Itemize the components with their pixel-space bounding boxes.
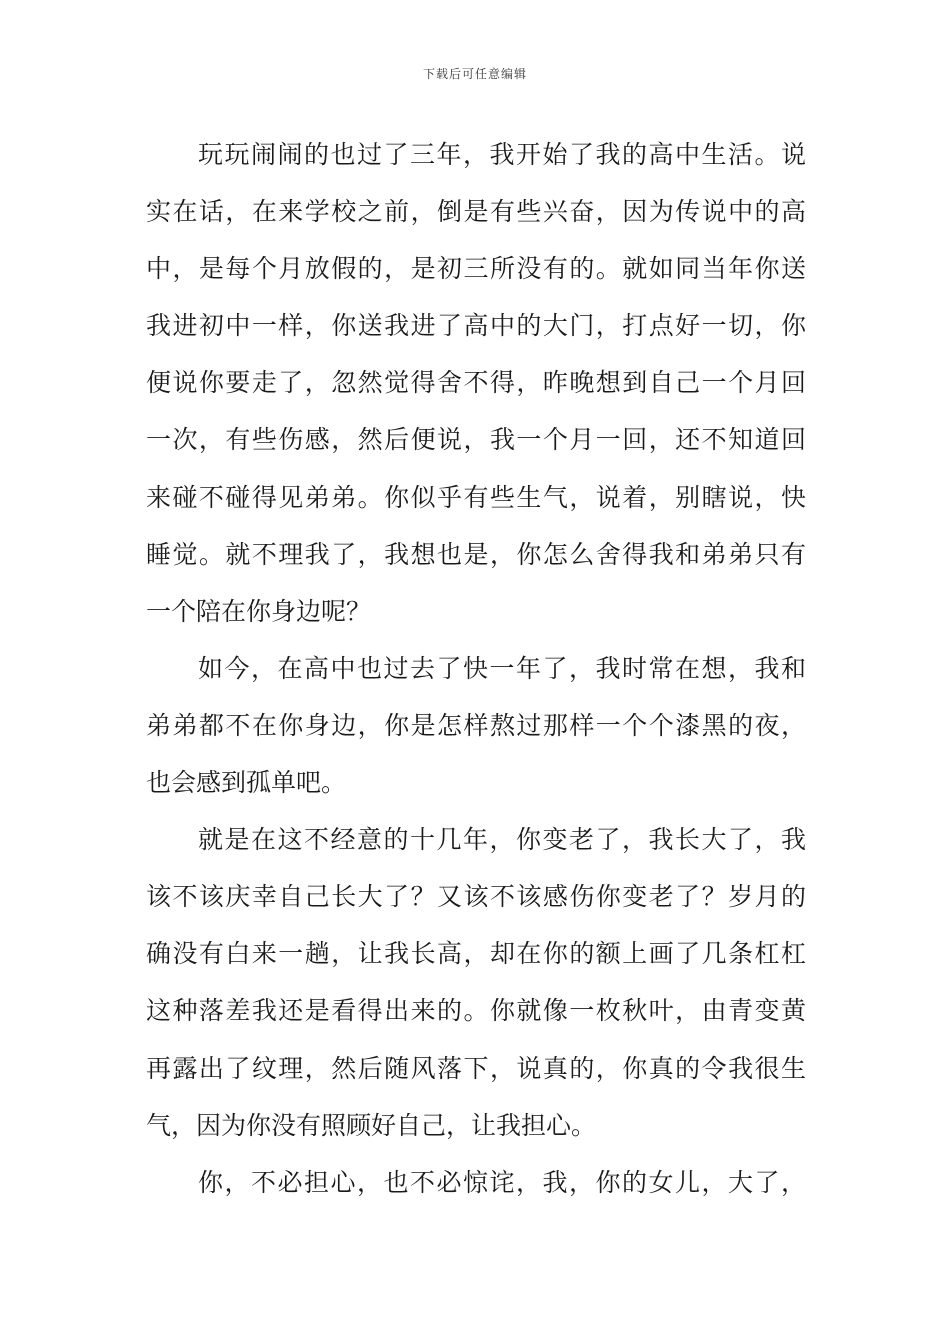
text-line: 如今，在高中也过去了快一年了，我时常在想，我和	[198, 653, 806, 683]
text-line: 确没有白来一趟，让我长高，却在你的额上画了几条杠杠	[146, 939, 806, 969]
text-line: 再露出了纹理，然后随风落下，说真的，你真的令我很生	[146, 1053, 806, 1083]
text-line: 这种落差我还是看得出来的。你就像一枚秋叶，由青变黄	[146, 996, 806, 1026]
text-line: 一个陪在你身边呢？	[146, 596, 372, 626]
text-line: 实在话，在来学校之前，倒是有些兴奋，因为传说中的高	[146, 197, 806, 227]
text-line: 你，不必担心，也不必惊诧，我，你的女儿，大了，	[198, 1167, 806, 1197]
essay-body	[146, 126, 806, 1211]
text-line: 一次，有些伤感，然后便说，我一个月一回，还不知道回	[146, 425, 806, 455]
text-line: 也会感到孤单吧。	[146, 768, 347, 798]
text-line: 便说你要走了，忽然觉得舍不得，昨晚想到自己一个月回	[146, 368, 806, 398]
text-line: 气，因为你没有照顾好自己，让我担心。	[146, 1110, 597, 1140]
text-line: 就是在这不经意的十几年，你变老了，我长大了，我	[198, 825, 806, 855]
text-line: 玩玩闹闹的也过了三年，我开始了我的高中生活。说	[198, 140, 806, 169]
text-line: 我进初中一样，你送我进了高中的大门，打点好一切，你	[146, 311, 806, 341]
text-line: 来碰不碰得见弟弟。你似乎有些生气，说着，别瞎说，快	[146, 482, 806, 512]
text-line: 该不该庆幸自己长大了？又该不该感伤你变老了？岁月的	[146, 882, 806, 912]
text-line: 中，是每个月放假的，是初三所没有的。就如同当年你送	[146, 254, 806, 284]
text-line: 弟弟都不在你身边，你是怎样熬过那样一个个漆黑的夜，	[146, 710, 806, 740]
page-header-note: 下载后可任意编辑	[422, 67, 527, 81]
text-line: 睡觉。就不理我了，我想也是，你怎么舍得我和弟弟只有	[146, 539, 806, 569]
